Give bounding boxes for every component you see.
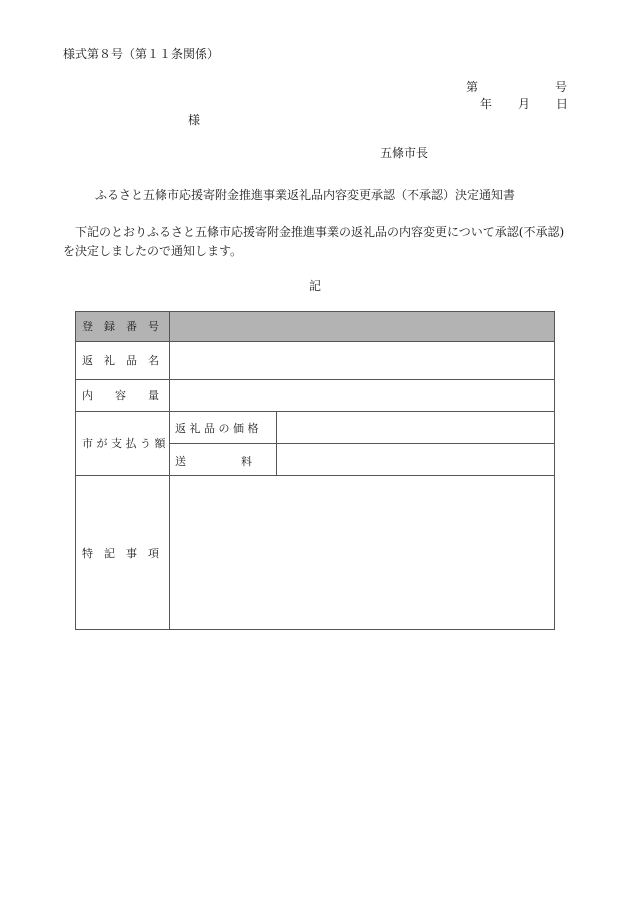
row-divider [169, 443, 554, 444]
ki-label: 記 [309, 279, 322, 293]
label-gift-price: 返 礼 品 の 価 格 [175, 422, 259, 435]
column-divider [276, 411, 277, 475]
date-year: 年 [480, 97, 493, 111]
column-divider [169, 312, 170, 629]
document-title: ふるさと五條市応援寄附金推進事業返礼品内容変更承認（不承認）決定通知書 [95, 188, 516, 202]
label-special-notes: 特 記 事 項 [82, 547, 159, 560]
label-shipping: 送 料 [175, 455, 252, 468]
row-divider [76, 411, 554, 412]
doc-number-go: 号 [555, 80, 568, 94]
addressee-sama: 様 [188, 113, 201, 127]
form-number: 様式第８号（第１１条関係） [63, 47, 220, 61]
row-divider [76, 475, 554, 476]
sender-mayor: 五條市長 [380, 146, 429, 160]
label-registration-number: 登 録 番 号 [82, 320, 159, 333]
label-gift-name: 返 礼 品 名 [82, 354, 159, 367]
row-divider [76, 341, 554, 342]
label-city-payment: 市 が 支 払 う 額 [82, 437, 166, 450]
row-divider [76, 379, 554, 380]
label-content-amount: 内 容 量 [82, 389, 159, 402]
date-month: 月 [518, 97, 531, 111]
details-table [75, 311, 555, 630]
body-line-2: を決定しましたので通知します。 [63, 244, 243, 258]
date-day: 日 [556, 97, 569, 111]
doc-number-dai: 第 [466, 80, 479, 94]
body-line-1: 下記のとおりふるさと五條市応援寄附金推進事業の返礼品の内容変更について承認(不承認) [75, 225, 565, 239]
